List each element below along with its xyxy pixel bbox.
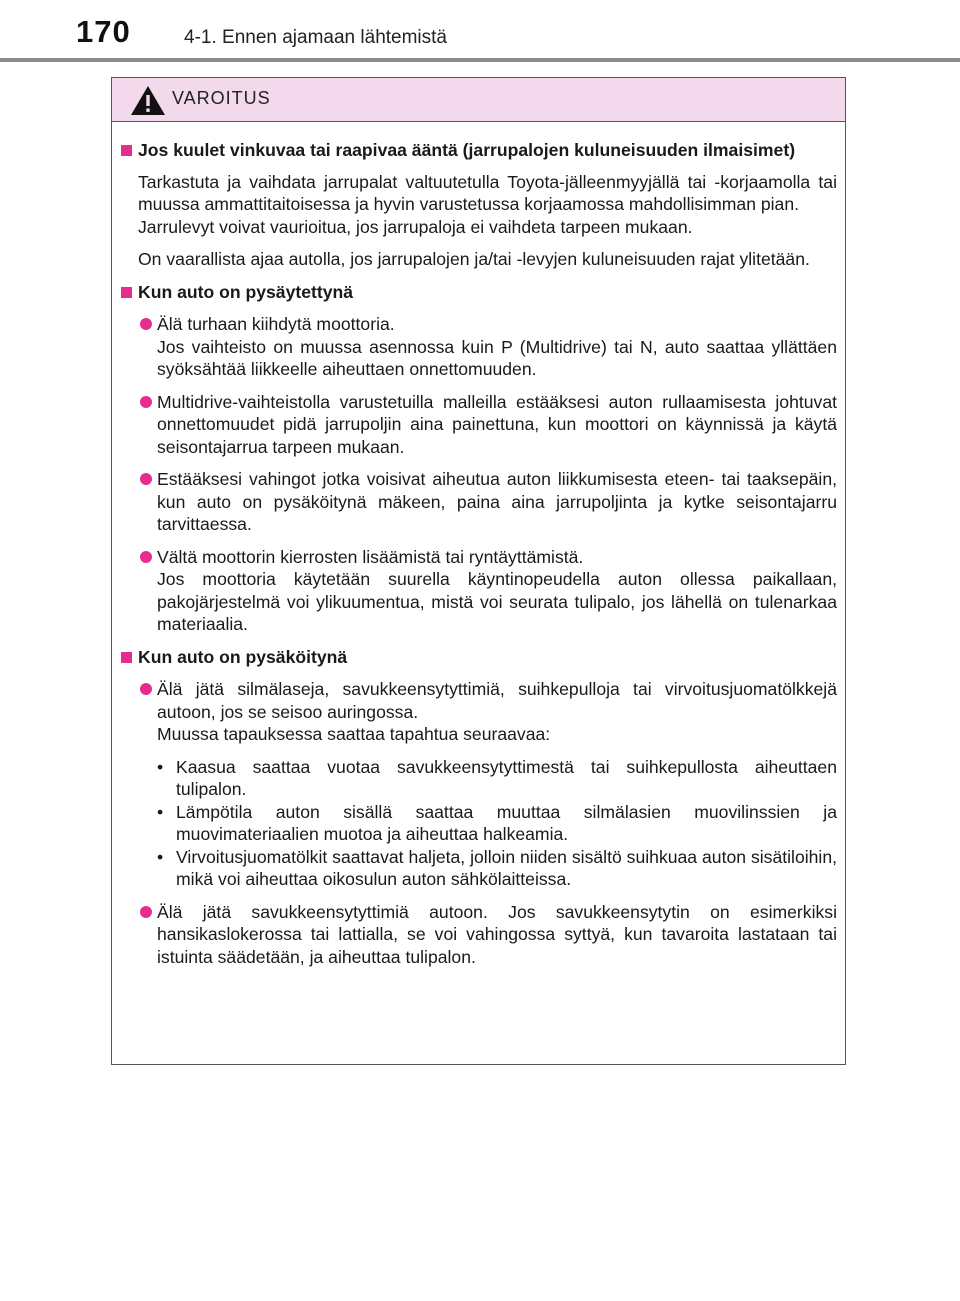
section-title: 4-1. Ennen ajamaan lähtemistä xyxy=(184,27,447,48)
circle-bullet-icon xyxy=(140,318,152,330)
item-text: Multidrive-vaihteistolla varustetuilla malleilla estääksesi auton rullaamisesta johtuvat onnettomuudet pidä jarrupoljin aina painettuna, kun moottori on käynnissä ja käytä seisontajarrua tarpeen mukaan. xyxy=(157,391,837,457)
item-text: Muussa tapauksessa saattaa tapahtua seuraavaa: xyxy=(157,724,551,744)
topic-vehicle-stopped xyxy=(120,281,837,304)
square-bullet-icon xyxy=(121,652,132,663)
topic-title: Kun auto on pysäytettynä xyxy=(138,281,354,302)
item-text: Estääksesi vahingot jotka voisivat aiheutua auton liikkumisesta eteen- tai taaksepäin, kun auto on pysäköitynä mäkeen, paina aina jarrupoljinta ja kytke seisontajarru tarvittaessa. xyxy=(157,469,837,534)
page-number: 170 xyxy=(76,14,131,49)
warning-content xyxy=(112,122,845,968)
sub-bullet-item xyxy=(157,846,837,891)
bullet-char: • xyxy=(157,801,164,822)
item-text: Jos vaihteisto on muussa asennossa kuin P (Multidrive) tai N, auto saattaa yllättäen syöksähtää liikkeelle aiheuttaen onnettomuuden. xyxy=(157,336,837,379)
paragraph: Tarkastuta ja vaihdata jarrupalat valtuutetulla Toyota-jälleenmyyjällä tai -korjaamolla tai muussa ammattitaitoisessa ja hyvin varustetussa korjaamossa mahdollisimman pian. xyxy=(138,171,837,214)
item-text: Älä turhaan kiihdytä moottoria. xyxy=(157,314,395,334)
header-rule xyxy=(0,58,960,62)
page-header xyxy=(0,0,960,64)
sub-bullet-item xyxy=(157,801,837,846)
sub-bullet-list xyxy=(157,756,837,891)
circle-bullet-icon xyxy=(140,396,152,408)
topic-brake-wear-indicator xyxy=(120,139,837,162)
list-item xyxy=(138,546,837,636)
circle-bullet-icon xyxy=(140,683,152,695)
list-item xyxy=(138,901,837,969)
square-bullet-icon xyxy=(121,145,132,156)
paragraph: Jarrulevyt voivat vaurioitua, jos jarrupaloja ei vaihdeta tarpeen mukaan. xyxy=(138,216,693,237)
topic-vehicle-parked xyxy=(120,646,837,669)
list-item xyxy=(138,678,837,746)
topic-title: Kun auto on pysäköitynä xyxy=(138,646,348,667)
circle-bullet-icon xyxy=(140,473,152,485)
item-text: Vältä moottorin kierrosten lisäämistä tai ryntäyttämistä. xyxy=(157,546,584,567)
item-text: Jos moottoria käytetään suurella käyntinopeudella auton ollessa paikallaan, pakojärjestelmä voi ylikuumentua, mistä voi seurata tulipalo, jos lähellä on tulenarkaa materiaalia. xyxy=(157,569,837,634)
topic-title: Jos kuulet vinkuvaa tai raapivaa ääntä (jarrupalojen kuluneisuuden ilmaisimet) xyxy=(138,140,796,160)
warning-triangle-icon xyxy=(130,85,166,116)
paragraph: On vaarallista ajaa autolla, jos jarrupalojen ja/tai -levyjen kuluneisuuden rajat ylitetään. xyxy=(138,249,810,269)
list-item xyxy=(138,468,837,536)
sub-bullet-item xyxy=(157,756,837,801)
warning-label: VAROITUS xyxy=(172,88,271,108)
list-item xyxy=(138,313,837,381)
bullet-text: Virvoitusjuomatölkit saattavat haljeta, jolloin niiden sisältö suihkuaa auton sisätiloihin, mikä voi aiheuttaa oikosulun auton sähkölaitteissa. xyxy=(176,846,837,889)
circle-bullet-icon xyxy=(140,551,152,563)
circle-bullet-icon xyxy=(140,906,152,918)
bullet-char: • xyxy=(157,756,164,777)
list-item xyxy=(138,391,837,459)
square-bullet-icon xyxy=(121,287,132,298)
item-text: Älä jätä savukkeensytyttimiä autoon. Jos savukkeensytytin on esimerkiksi hansikaslokerossa tai lattialla, se voi vahingossa syttyä, kun tavaroita lastataan tai istuinta säädetään, ja aiheuttaa tulipalon. xyxy=(157,901,837,967)
bullet-text: Kaasua saattaa vuotaa savukkeensytyttimestä tai suihkepullosta aiheuttaen tulipalon. xyxy=(176,756,837,799)
warning-box xyxy=(111,77,846,1065)
item-text: Älä jätä silmälaseja, savukkeensytyttimiä, suihkepulloja tai virvoitusjuomatölkkejä autoon, jos se seisoo auringossa. xyxy=(157,679,837,722)
bullet-text: Lämpötila auton sisällä saattaa muuttaa silmälasien muovilinssien ja muovimateriaalien muotoa ja aiheuttaa halkeamia. xyxy=(176,801,837,844)
warning-header xyxy=(112,78,845,122)
bullet-char: • xyxy=(157,846,164,867)
